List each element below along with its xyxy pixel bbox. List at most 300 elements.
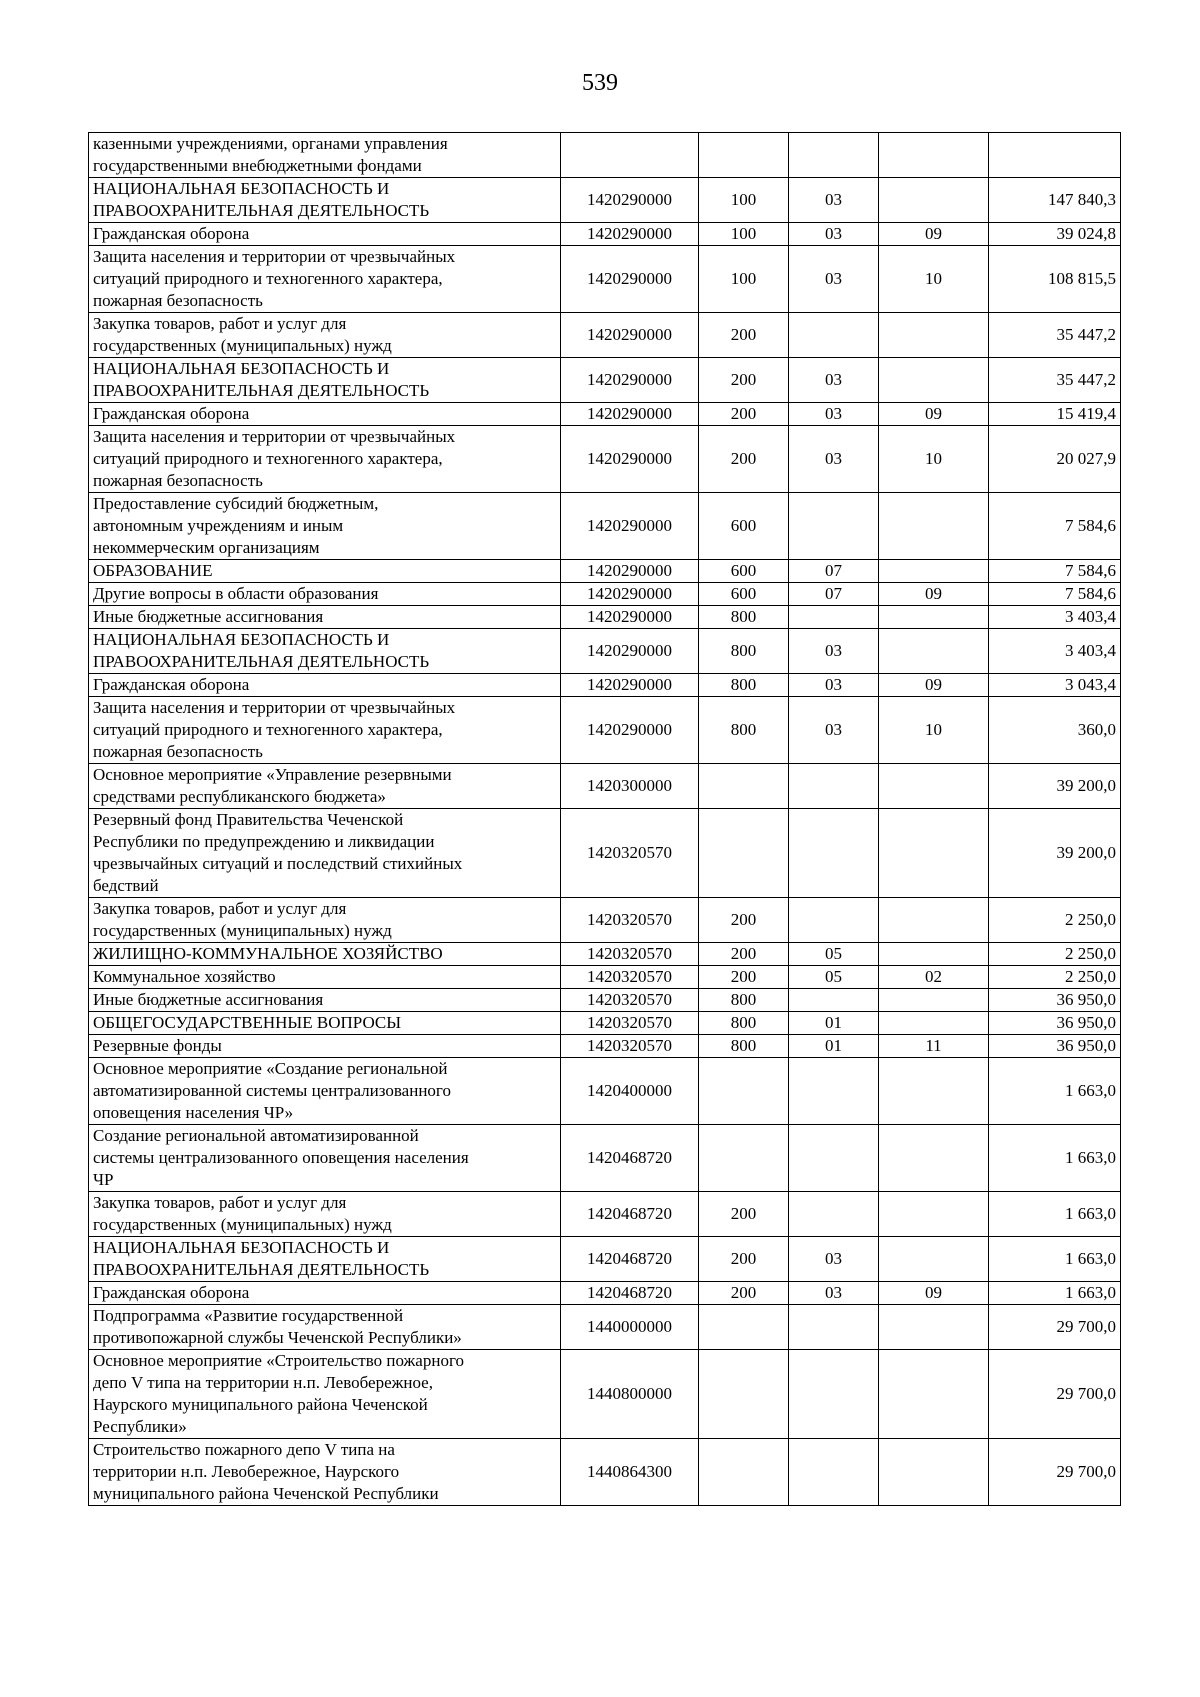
target-code: 1420290000 [587, 370, 672, 389]
subsection-code: 09 [925, 224, 942, 243]
item-name-cell [89, 1237, 561, 1282]
subsection-code-cell [879, 560, 989, 583]
target-code-cell [561, 223, 699, 246]
expense-type: 800 [730, 1036, 757, 1055]
section-code-cell [789, 426, 879, 493]
item-name-cell [89, 1305, 561, 1350]
amount-cell [989, 1439, 1121, 1506]
target-code: 1420290000 [587, 675, 672, 694]
item-name: Строительство пожарного депо V типа на территории н.п. Левобережное, Наурского муниципального района Чеченской Республики [93, 1440, 439, 1503]
expense-type-cell [699, 764, 789, 809]
subsection-code-cell [879, 989, 989, 1012]
subsection-code: 09 [925, 404, 942, 423]
target-code-cell [561, 1125, 699, 1192]
section-code-cell [789, 1035, 879, 1058]
amount: 39 200,0 [1056, 843, 1116, 862]
table-row [89, 1439, 1121, 1506]
table-row [89, 133, 1121, 178]
expense-type: 100 [730, 190, 757, 209]
amount-cell [989, 1012, 1121, 1035]
section-code-cell [789, 943, 879, 966]
table-row [89, 1125, 1121, 1192]
target-code: 1420320570 [587, 1013, 672, 1032]
target-code-cell [561, 1035, 699, 1058]
expense-type: 100 [730, 269, 757, 288]
item-name: Гражданская оборона [93, 675, 250, 694]
item-name-cell [89, 1439, 561, 1506]
item-name: Коммунальное хозяйство [93, 967, 276, 986]
target-code-cell [561, 1439, 699, 1506]
expense-type-cell [699, 898, 789, 943]
subsection-code-cell [879, 583, 989, 606]
amount: 36 950,0 [1056, 1013, 1116, 1032]
subsection-code-cell [879, 943, 989, 966]
target-code-cell [561, 1192, 699, 1237]
target-code-cell [561, 358, 699, 403]
subsection-code-cell [879, 313, 989, 358]
target-code-cell [561, 178, 699, 223]
amount-cell [989, 223, 1121, 246]
section-code-cell [789, 178, 879, 223]
section-code-cell [789, 1439, 879, 1506]
expense-type-cell [699, 1012, 789, 1035]
amount-cell [989, 358, 1121, 403]
amount-cell [989, 403, 1121, 426]
amount-cell [989, 246, 1121, 313]
amount-cell [989, 943, 1121, 966]
amount-cell [989, 1192, 1121, 1237]
amount-cell [989, 133, 1121, 178]
amount-cell [989, 674, 1121, 697]
item-name-cell [89, 223, 561, 246]
subsection-code-cell [879, 629, 989, 674]
amount: 1 663,0 [1065, 1204, 1116, 1223]
amount-cell [989, 898, 1121, 943]
target-code: 1440000000 [587, 1317, 672, 1336]
subsection-code-cell [879, 358, 989, 403]
target-code-cell [561, 1350, 699, 1439]
section-code: 05 [825, 967, 842, 986]
section-code: 03 [825, 641, 842, 660]
item-name: Основное мероприятие «Управление резервными средствами республиканского бюджета» [93, 765, 452, 806]
table-row [89, 943, 1121, 966]
section-code: 07 [825, 561, 842, 580]
table-row [89, 1058, 1121, 1125]
expense-type-cell [699, 403, 789, 426]
item-name-cell [89, 764, 561, 809]
target-code: 1420290000 [587, 720, 672, 739]
target-code-cell [561, 403, 699, 426]
item-name-cell [89, 560, 561, 583]
section-code-cell [789, 764, 879, 809]
item-name: Закупка товаров, работ и услуг для государственных (муниципальных) нужд [93, 899, 392, 940]
section-code-cell [789, 560, 879, 583]
section-code: 05 [825, 944, 842, 963]
expense-type: 200 [730, 370, 757, 389]
table-row [89, 674, 1121, 697]
table-row [89, 764, 1121, 809]
table-row [89, 1012, 1121, 1035]
amount: 29 700,0 [1056, 1384, 1116, 1403]
target-code: 1420290000 [587, 325, 672, 344]
section-code-cell [789, 358, 879, 403]
amount: 29 700,0 [1056, 1317, 1116, 1336]
amount-cell [989, 606, 1121, 629]
expense-type-cell [699, 674, 789, 697]
subsection-code-cell [879, 1035, 989, 1058]
expense-type-cell [699, 178, 789, 223]
item-name-cell [89, 1035, 561, 1058]
amount: 1 663,0 [1065, 1249, 1116, 1268]
expense-type-cell [699, 313, 789, 358]
expense-type: 200 [730, 910, 757, 929]
expense-type: 200 [730, 325, 757, 344]
item-name-cell [89, 403, 561, 426]
expense-type: 800 [730, 990, 757, 1009]
target-code: 1420290000 [587, 641, 672, 660]
item-name-cell [89, 1125, 561, 1192]
subsection-code: 09 [925, 675, 942, 694]
item-name-cell [89, 1012, 561, 1035]
expense-type-cell [699, 1282, 789, 1305]
item-name: Иные бюджетные ассигнования [93, 607, 324, 626]
amount: 7 584,6 [1065, 584, 1116, 603]
subsection-code-cell [879, 1125, 989, 1192]
target-code-cell [561, 1282, 699, 1305]
amount-cell [989, 989, 1121, 1012]
target-code: 1420290000 [587, 449, 672, 468]
expense-type-cell [699, 1305, 789, 1350]
subsection-code: 11 [925, 1036, 942, 1055]
amount-cell [989, 809, 1121, 898]
section-code: 03 [825, 449, 842, 468]
table-row [89, 809, 1121, 898]
table-row [89, 898, 1121, 943]
amount: 36 950,0 [1056, 1036, 1116, 1055]
subsection-code-cell [879, 403, 989, 426]
page-number: 539 [582, 70, 618, 96]
table-row [89, 1350, 1121, 1439]
subsection-code: 10 [925, 269, 942, 288]
target-code: 1420320570 [587, 1036, 672, 1055]
expense-type-cell [699, 133, 789, 178]
expense-type: 600 [730, 516, 757, 535]
item-name-cell [89, 697, 561, 764]
table-row [89, 560, 1121, 583]
expense-type: 800 [730, 1013, 757, 1032]
subsection-code: 02 [925, 967, 942, 986]
section-code-cell [789, 583, 879, 606]
target-code: 1420290000 [587, 224, 672, 243]
expense-type-cell [699, 358, 789, 403]
item-name-cell [89, 1350, 561, 1439]
amount-cell [989, 966, 1121, 989]
section-code: 03 [825, 404, 842, 423]
item-name: Создание региональной автоматизированной системы централизованного оповещения населения ЧР [93, 1126, 469, 1189]
expense-type: 800 [730, 607, 757, 626]
expense-type: 800 [730, 641, 757, 660]
target-code: 1420290000 [587, 607, 672, 626]
expense-type-cell [699, 493, 789, 560]
item-name-cell [89, 1058, 561, 1125]
amount: 1 663,0 [1065, 1081, 1116, 1100]
expense-type-cell [699, 583, 789, 606]
table-row [89, 246, 1121, 313]
table-row [89, 1035, 1121, 1058]
table-row [89, 313, 1121, 358]
target-code: 1420290000 [587, 190, 672, 209]
section-code-cell [789, 403, 879, 426]
amount: 147 840,3 [1048, 190, 1116, 209]
expense-type: 200 [730, 944, 757, 963]
subsection-code-cell [879, 1237, 989, 1282]
item-name: НАЦИОНАЛЬНАЯ БЕЗОПАСНОСТЬ И ПРАВООХРАНИТЕЛЬНАЯ ДЕЯТЕЛЬНОСТЬ [93, 1238, 430, 1279]
item-name-cell [89, 133, 561, 178]
expense-type: 200 [730, 1204, 757, 1223]
expense-type-cell [699, 426, 789, 493]
amount-cell [989, 1350, 1121, 1439]
subsection-code-cell [879, 606, 989, 629]
expense-type: 200 [730, 449, 757, 468]
amount-cell [989, 1305, 1121, 1350]
target-code-cell [561, 989, 699, 1012]
item-name: ОБЩЕГОСУДАРСТВЕННЫЕ ВОПРОСЫ [93, 1013, 402, 1032]
table-row [89, 403, 1121, 426]
target-code-cell [561, 493, 699, 560]
amount-cell [989, 1035, 1121, 1058]
section-code-cell [789, 1012, 879, 1035]
section-code-cell [789, 1350, 879, 1439]
amount: 7 584,6 [1065, 561, 1116, 580]
item-name: Гражданская оборона [93, 1283, 250, 1302]
section-code: 03 [825, 370, 842, 389]
item-name-cell [89, 629, 561, 674]
table-row [89, 493, 1121, 560]
target-code: 1420290000 [587, 584, 672, 603]
amount: 35 447,2 [1056, 370, 1116, 389]
amount-cell [989, 313, 1121, 358]
expense-type-cell [699, 697, 789, 764]
subsection-code-cell [879, 246, 989, 313]
target-code: 1420290000 [587, 516, 672, 535]
budget-table [88, 132, 1121, 1506]
target-code-cell [561, 764, 699, 809]
section-code-cell [789, 1237, 879, 1282]
target-code-cell [561, 1237, 699, 1282]
target-code: 1420290000 [587, 561, 672, 580]
section-code: 03 [825, 224, 842, 243]
item-name: Предоставление субсидий бюджетным, автономным учреждениям и иным некоммерческим организациям [93, 494, 379, 557]
expense-type-cell [699, 1035, 789, 1058]
amount: 3 403,4 [1065, 641, 1116, 660]
section-code-cell [789, 966, 879, 989]
expense-type: 200 [730, 1249, 757, 1268]
item-name-cell [89, 1282, 561, 1305]
target-code-cell [561, 943, 699, 966]
target-code-cell [561, 697, 699, 764]
subsection-code: 10 [925, 720, 942, 739]
amount-cell [989, 1282, 1121, 1305]
table-row [89, 697, 1121, 764]
subsection-code-cell [879, 1282, 989, 1305]
target-code-cell [561, 674, 699, 697]
table-row [89, 966, 1121, 989]
subsection-code: 09 [925, 1283, 942, 1302]
section-code-cell [789, 1282, 879, 1305]
section-code-cell [789, 313, 879, 358]
subsection-code-cell [879, 1439, 989, 1506]
target-code: 1420468720 [587, 1148, 672, 1167]
amount: 1 663,0 [1065, 1283, 1116, 1302]
amount-cell [989, 583, 1121, 606]
table-row [89, 426, 1121, 493]
subsection-code-cell [879, 493, 989, 560]
subsection-code: 10 [925, 449, 942, 468]
item-name: Защита населения и территории от чрезвычайных ситуаций природного и техногенного характера, пожарная безопасность [93, 698, 456, 761]
expense-type-cell [699, 943, 789, 966]
item-name: казенными учреждениями, органами управления государственными внебюджетными фондами [93, 134, 448, 175]
item-name: НАЦИОНАЛЬНАЯ БЕЗОПАСНОСТЬ И ПРАВООХРАНИТЕЛЬНАЯ ДЕЯТЕЛЬНОСТЬ [93, 359, 430, 400]
subsection-code-cell [879, 178, 989, 223]
amount: 39 024,8 [1056, 224, 1116, 243]
item-name: Закупка товаров, работ и услуг для государственных (муниципальных) нужд [93, 314, 392, 355]
section-code-cell [789, 898, 879, 943]
target-code: 1420468720 [587, 1283, 672, 1302]
expense-type: 800 [730, 720, 757, 739]
expense-type: 600 [730, 561, 757, 580]
amount-cell [989, 493, 1121, 560]
item-name-cell [89, 583, 561, 606]
section-code-cell [789, 629, 879, 674]
amount-cell [989, 1125, 1121, 1192]
section-code: 03 [825, 720, 842, 739]
expense-type-cell [699, 246, 789, 313]
item-name: Другие вопросы в области образования [93, 584, 379, 603]
subsection-code-cell [879, 674, 989, 697]
target-code: 1420320570 [587, 843, 672, 862]
item-name-cell [89, 178, 561, 223]
expense-type-cell [699, 629, 789, 674]
item-name: НАЦИОНАЛЬНАЯ БЕЗОПАСНОСТЬ И ПРАВООХРАНИТЕЛЬНАЯ ДЕЯТЕЛЬНОСТЬ [93, 179, 430, 220]
section-code: 07 [825, 584, 842, 603]
item-name: Защита населения и территории от чрезвычайных ситуаций природного и техногенного характера, пожарная безопасность [93, 427, 456, 490]
expense-type: 600 [730, 584, 757, 603]
expense-type-cell [699, 989, 789, 1012]
table-row [89, 1305, 1121, 1350]
item-name: Защита населения и территории от чрезвычайных ситуаций природного и техногенного характера, пожарная безопасность [93, 247, 456, 310]
target-code: 1420320570 [587, 944, 672, 963]
expense-type-cell [699, 809, 789, 898]
amount: 20 027,9 [1056, 449, 1116, 468]
section-code: 03 [825, 269, 842, 288]
table-row [89, 606, 1121, 629]
target-code-cell [561, 313, 699, 358]
expense-type-cell [699, 1237, 789, 1282]
section-code: 03 [825, 190, 842, 209]
target-code-cell [561, 246, 699, 313]
item-name: Гражданская оборона [93, 404, 250, 423]
table-row [89, 358, 1121, 403]
subsection-code-cell [879, 133, 989, 178]
section-code-cell [789, 1058, 879, 1125]
amount-cell [989, 560, 1121, 583]
target-code-cell [561, 1305, 699, 1350]
subsection-code-cell [879, 898, 989, 943]
subsection-code-cell [879, 426, 989, 493]
target-code-cell [561, 629, 699, 674]
subsection-code-cell [879, 1350, 989, 1439]
item-name-cell [89, 809, 561, 898]
target-code-cell [561, 966, 699, 989]
target-code: 1420320570 [587, 910, 672, 929]
expense-type: 800 [730, 675, 757, 694]
amount-cell [989, 178, 1121, 223]
amount: 3 043,4 [1065, 675, 1116, 694]
expense-type: 200 [730, 404, 757, 423]
target-code-cell [561, 606, 699, 629]
target-code: 1420400000 [587, 1081, 672, 1100]
amount: 36 950,0 [1056, 990, 1116, 1009]
table-row [89, 1282, 1121, 1305]
item-name-cell [89, 606, 561, 629]
target-code: 1420468720 [587, 1249, 672, 1268]
amount: 360,0 [1077, 720, 1116, 739]
subsection-code-cell [879, 764, 989, 809]
expense-type-cell [699, 1125, 789, 1192]
amount-cell [989, 426, 1121, 493]
amount-cell [989, 1058, 1121, 1125]
subsection-code-cell [879, 1012, 989, 1035]
target-code-cell [561, 560, 699, 583]
section-code-cell [789, 989, 879, 1012]
subsection-code-cell [879, 223, 989, 246]
subsection-code-cell [879, 809, 989, 898]
item-name-cell [89, 493, 561, 560]
table-row [89, 989, 1121, 1012]
section-code-cell [789, 493, 879, 560]
amount-cell [989, 697, 1121, 764]
item-name: Резервные фонды [93, 1036, 222, 1055]
table-row [89, 629, 1121, 674]
item-name: ОБРАЗОВАНИЕ [93, 561, 213, 580]
target-code-cell [561, 1058, 699, 1125]
section-code: 01 [825, 1036, 842, 1055]
subsection-code-cell [879, 697, 989, 764]
amount: 2 250,0 [1065, 910, 1116, 929]
item-name: ЖИЛИЩНО-КОММУНАЛЬНОЕ ХОЗЯЙСТВО [93, 944, 443, 963]
item-name: Основное мероприятие «Строительство пожарного депо V типа на территории н.п. Левобережное, Наурского муниципального района Чеченской Республики» [93, 1351, 464, 1436]
item-name-cell [89, 313, 561, 358]
item-name: Подпрограмма «Развитие государственной противопожарной службы Чеченской Республики» [93, 1306, 462, 1347]
section-code-cell [789, 133, 879, 178]
table-row [89, 178, 1121, 223]
item-name: Гражданская оборона [93, 224, 250, 243]
item-name-cell [89, 674, 561, 697]
expense-type-cell [699, 223, 789, 246]
expense-type-cell [699, 1192, 789, 1237]
section-code-cell [789, 809, 879, 898]
expense-type-cell [699, 606, 789, 629]
item-name: Иные бюджетные ассигнования [93, 990, 324, 1009]
section-code: 03 [825, 1249, 842, 1268]
section-code: 03 [825, 675, 842, 694]
table-row [89, 583, 1121, 606]
item-name-cell [89, 989, 561, 1012]
subsection-code-cell [879, 1192, 989, 1237]
expense-type-cell [699, 1058, 789, 1125]
expense-type: 200 [730, 967, 757, 986]
target-code: 1420320570 [587, 967, 672, 986]
